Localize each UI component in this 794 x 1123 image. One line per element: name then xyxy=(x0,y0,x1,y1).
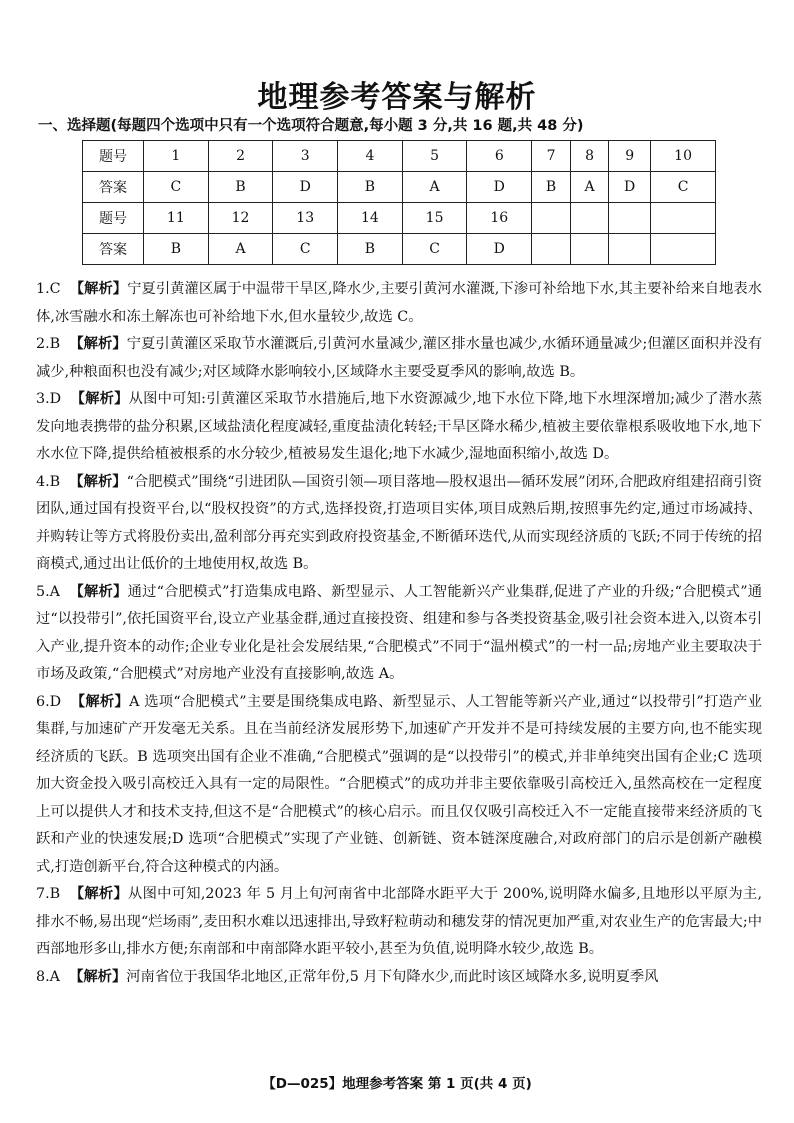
item-text: 从图中可知,2023 年 5 月上旬河南省中北部降水距平大于 200%,说明降水偏多,且地形以平原为主,排水不畅,易出现“烂场雨”,麦田积水难以迅速排出,导致籽粒萌动和穗发芽的情况更加严重,对农业生产的危害最大;中西部地形多山,排水方便;东南部和中南部降水距平较小,甚至为负值,说明降水较少,故选 B。 xyxy=(36,886,762,957)
table-cell xyxy=(651,203,716,234)
table-cell: B xyxy=(338,234,403,265)
table-cell: C xyxy=(273,234,338,265)
table-row xyxy=(83,141,716,172)
analysis-tag: 【解析】 xyxy=(70,693,130,710)
section-heading: 一、选择题(每题四个选项中只有一个选项符合题意,每小题 3 分,共 16 题,共 48 分) xyxy=(38,118,584,134)
table-cell: 3 xyxy=(273,141,338,172)
table-cell xyxy=(570,203,608,234)
table-cell: 5 xyxy=(402,141,467,172)
answer-table xyxy=(82,140,716,265)
item-text: 宁夏引黄灌区采取节水灌溉后,引黄河水量减少,灌区排水量也减少,水循环通量减少;但灌区面积并没有减少,种粮面积也没有减少;对区域降水影响较小,区域降水主要受夏季风的影响,故选 B。 xyxy=(36,336,763,380)
table-row xyxy=(83,234,716,265)
item-number: 5.A xyxy=(36,583,60,600)
table-cell: C xyxy=(651,172,716,203)
table-cell: B xyxy=(208,172,273,203)
table-cell: 16 xyxy=(467,203,532,234)
table-cell: 1 xyxy=(144,141,209,172)
item-number: 4.B xyxy=(36,473,61,490)
explanation-item xyxy=(36,469,762,579)
table-cell xyxy=(570,234,608,265)
table-cell xyxy=(532,203,571,234)
explanation-item xyxy=(36,689,762,882)
table-cell: 6 xyxy=(467,141,532,172)
table-cell xyxy=(609,203,651,234)
explanation-item xyxy=(36,579,762,689)
analysis-tag: 【解析】 xyxy=(69,281,128,297)
table-cell: B xyxy=(532,172,571,203)
table-row-header: 题号 xyxy=(83,141,144,172)
analysis-tag: 【解析】 xyxy=(69,583,128,600)
table-row-header: 答案 xyxy=(83,172,144,203)
table-cell: 4 xyxy=(338,141,403,172)
table-cell: 12 xyxy=(208,203,273,234)
explanation-list xyxy=(36,276,762,991)
item-text: A 选项“合肥模式”主要是围绕集成电路、新型显示、人工智能等新兴产业,通过“以投带引”打造产业集群,与加速矿产开发毫无关系。且在当前经济发展形势下,加速矿产开发并不是可持续发展的主要方向,也不能实现经济质的飞跃。B 选项突出国有企业不准确,“合肥模式”强调的是“以投带引”的模式,并非单纯突出国有企业;C 选项加大资金投入吸引高校迁入具有一定的局限性。“合肥模式”的成功并非主要依靠吸引高校迁入,虽然高校在一定程度上可以提供人才和技术支持,但这不是“合肥模式”的核心启示。而且仅仅吸引高校迁入不一定能直接带来经济质的飞跃和产业的快速发展;D 选项“合肥模式”实现了产业链、创新链、资本链深度融合,对政府部门的启示是创新产融模式,打造创新平台,符合这种模式的内涵。 xyxy=(36,693,763,875)
table-cell xyxy=(532,234,571,265)
table-cell: C xyxy=(144,172,209,203)
table-cell: 2 xyxy=(208,141,273,172)
table-cell: A xyxy=(208,234,273,265)
table-cell xyxy=(609,234,651,265)
table-cell: 11 xyxy=(144,203,209,234)
item-text: 宁夏引黄灌区属于中温带干旱区,降水少,主要引黄河水灌溉,下渗可补给地下水,其主要补给来自地表水体,冰雪融水和冻土解冻也可补给地下水,但水量较少,故选 C。 xyxy=(36,281,763,325)
item-text: 通过“合肥模式”打造集成电路、新型显示、人工智能新兴产业集群,促进了产业的升级;“合肥模式”通过“以投带引”,依托国资平台,设立产业基金群,通过直接投资、组建和参与各类投资基金,吸引社会资本进入,以资本引入产业,提升资本的动作;企业专业化是社会发展结果,“合肥模式”不同于“温州模式”的一村一品;房地产业主要取决于市场及政策,“合肥模式”对房地产业没有直接影响,故选 A。 xyxy=(36,583,763,682)
explanation-item xyxy=(36,276,762,331)
analysis-tag: 【解析】 xyxy=(69,336,127,352)
table-cell xyxy=(651,234,716,265)
table-cell: D xyxy=(467,234,532,265)
table-row xyxy=(83,172,716,203)
page-footer: 【D—025】地理参考答案 第 1 页(共 4 页) xyxy=(262,1076,532,1092)
table-cell: 13 xyxy=(273,203,338,234)
table-cell: D xyxy=(609,172,651,203)
explanation-item xyxy=(36,881,762,964)
analysis-tag: 【解析】 xyxy=(70,391,129,407)
item-number: 8.A xyxy=(36,968,60,985)
table-cell: 14 xyxy=(338,203,403,234)
table-row-header: 题号 xyxy=(83,203,144,234)
item-text: “合肥模式”围绕“引进团队—国资引领—项目落地—股权退出—循环发展”闭环,合肥政府组建招商引资团队,通过国有投资平台,以“股权投资”的方式,选择投资,打造项目实体,项目成熟后期,按照事先约定,通过市场减持、并购转让等方式将股份卖出,盈利部分再充实到政府投资基金,不断循环迭代,从而实现经济质的飞跃;不同于传统的招商模式,通过出让低价的土地使用权,故选 B。 xyxy=(36,473,763,572)
table-cell: D xyxy=(467,172,532,203)
item-text: 河南省位于我国华北地区,正常年份,5 月下旬降水少,而此时该区域降水多,说明夏季风 xyxy=(126,968,659,985)
table-cell: 10 xyxy=(651,141,716,172)
table-cell: 7 xyxy=(532,141,571,172)
item-number: 6.D xyxy=(36,693,62,710)
table-cell: A xyxy=(570,172,608,203)
table-cell: B xyxy=(144,234,209,265)
item-number: 1.C xyxy=(36,281,61,297)
table-cell: C xyxy=(402,234,467,265)
analysis-tag: 【解析】 xyxy=(69,886,129,902)
table-cell: 9 xyxy=(609,141,651,172)
item-number: 7.B xyxy=(36,886,61,902)
table-cell: D xyxy=(273,172,338,203)
table-cell: 8 xyxy=(570,141,608,172)
table-row xyxy=(83,203,716,234)
item-number: 2.B xyxy=(36,336,61,352)
page-title: 地理参考答案与解析 xyxy=(257,80,537,115)
explanation-item xyxy=(36,964,762,992)
analysis-tag: 【解析】 xyxy=(69,473,127,490)
item-text: 从图中可知:引黄灌区采取节水措施后,地下水资源减少,地下水位下降,地下水埋深增加;减少了潜水蒸发向地表携带的盐分积累,区域盐渍化程度减轻,重度盐渍化转轻;干旱区降水稀少,植被主要依靠根系吸收地下水,地下水水位下降,提供给植被根系的水分较少,植被易发生退化;地下水减少,湿地面积缩小,故选 D。 xyxy=(36,391,763,462)
item-number: 3.D xyxy=(36,391,62,407)
table-cell: 15 xyxy=(402,203,467,234)
analysis-tag: 【解析】 xyxy=(69,968,127,985)
table-cell: B xyxy=(338,172,403,203)
table-cell: A xyxy=(402,172,467,203)
explanation-item xyxy=(36,331,762,386)
explanation-item xyxy=(36,386,762,469)
table-row-header: 答案 xyxy=(83,234,144,265)
